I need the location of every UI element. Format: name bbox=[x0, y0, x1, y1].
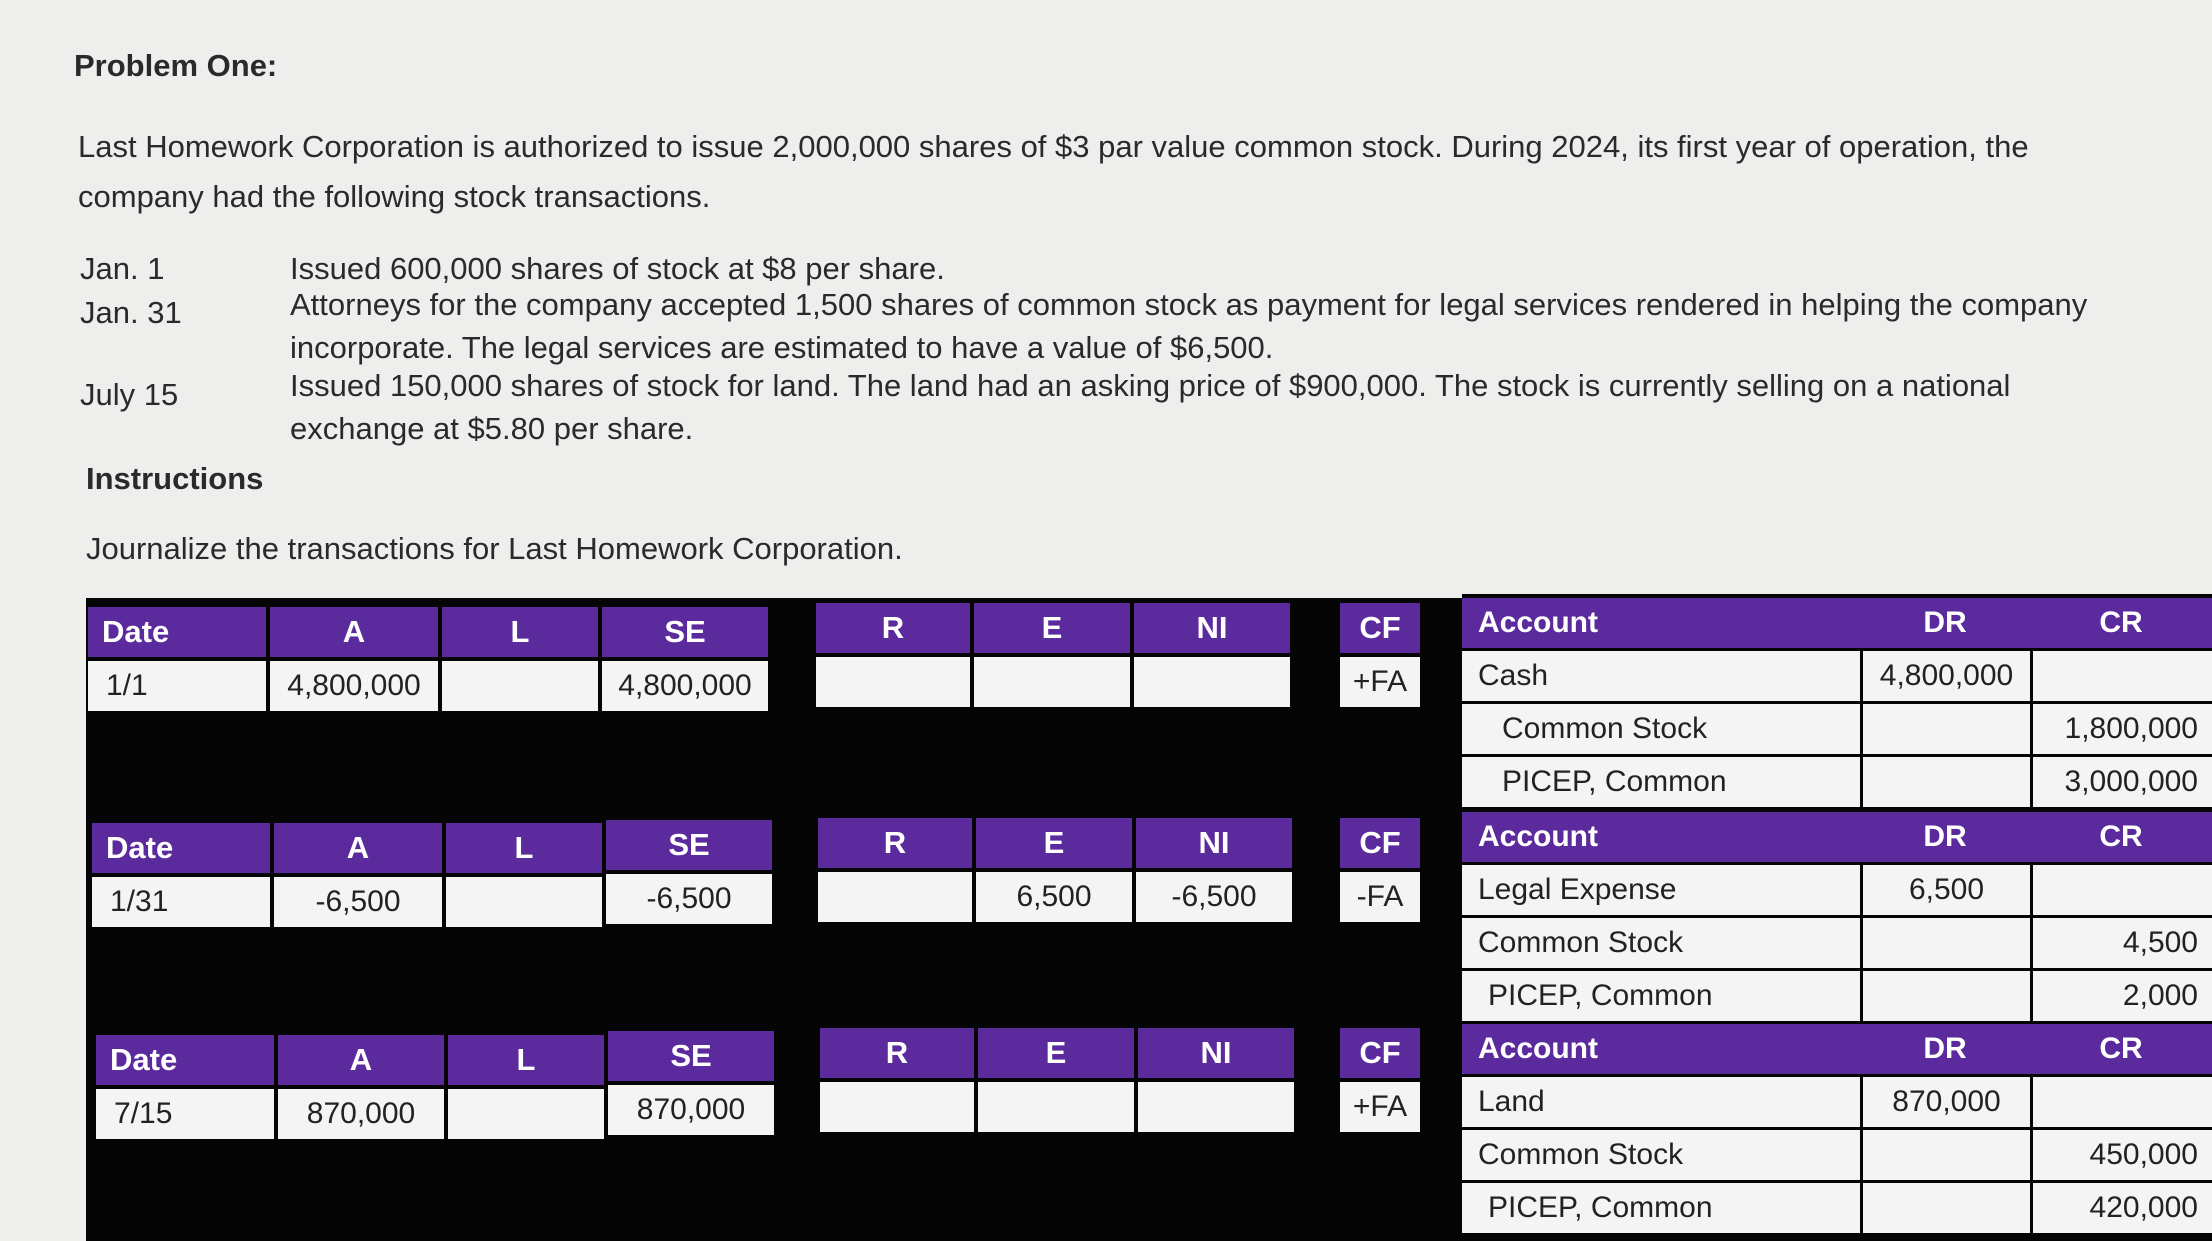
entry-date: 1/1 bbox=[88, 661, 266, 711]
expenses-value: 6,500 bbox=[976, 872, 1132, 922]
header-account: Account bbox=[1478, 820, 1598, 853]
header-liabilities: L bbox=[448, 1035, 604, 1085]
header-cash-flow: CF bbox=[1340, 1028, 1420, 1078]
debit-amount bbox=[1860, 971, 2030, 1021]
journal-line bbox=[1462, 1077, 2212, 1127]
problem-intro: Last Homework Corporation is authorized to issue 2,000,000 shares of $3 par value common stock. During 2024, its first year of operation, the company had the following stock transactions. bbox=[78, 129, 2029, 214]
header-assets: A bbox=[270, 607, 438, 657]
account-name: PICEP, Common bbox=[1488, 979, 1713, 1012]
journal-line bbox=[1462, 757, 2212, 807]
header-credit: CR bbox=[2099, 1032, 2143, 1065]
header-credit: CR bbox=[2099, 820, 2143, 853]
journal-header-row bbox=[1462, 598, 2212, 648]
transaction-date: Jan. 1 bbox=[80, 251, 165, 286]
header-equity: SE bbox=[606, 820, 772, 870]
header-expenses: E bbox=[976, 818, 1132, 868]
debit-amount: 4,800,000 bbox=[1860, 651, 2030, 701]
header-account: Account bbox=[1478, 1032, 1598, 1065]
revenue-value bbox=[816, 657, 970, 707]
net-income-value: -6,500 bbox=[1136, 872, 1292, 922]
header-assets: A bbox=[274, 823, 442, 873]
equity-value: -6,500 bbox=[606, 874, 772, 924]
header-date: Date bbox=[96, 1035, 274, 1085]
journal-line bbox=[1462, 651, 2212, 701]
liabilities-value bbox=[442, 661, 598, 711]
header-debit: DR bbox=[1923, 1032, 1967, 1065]
journal-line bbox=[1462, 918, 2212, 968]
debit-amount bbox=[1860, 918, 2030, 968]
header-cash-flow: CF bbox=[1340, 818, 1420, 868]
credit-amount bbox=[2030, 865, 2212, 915]
header-date: Date bbox=[88, 607, 266, 657]
header-account: Account bbox=[1478, 606, 1598, 639]
debit-amount: 6,500 bbox=[1860, 865, 2030, 915]
account-name: Common Stock bbox=[1478, 926, 1684, 959]
journal-line bbox=[1462, 971, 2212, 1021]
debit-amount bbox=[1860, 704, 2030, 754]
cash-flow-value: +FA bbox=[1340, 657, 1420, 707]
net-income-value bbox=[1138, 1082, 1294, 1132]
header-net-income: NI bbox=[1134, 603, 1290, 653]
journal-line bbox=[1462, 704, 2212, 754]
instructions-heading: Instructions bbox=[86, 461, 264, 496]
account-name: Legal Expense bbox=[1478, 873, 1677, 906]
debit-amount bbox=[1860, 757, 2030, 807]
account-name: PICEP, Common bbox=[1502, 765, 1727, 798]
net-income-value bbox=[1134, 657, 1290, 707]
expenses-value bbox=[974, 657, 1130, 707]
transaction-date: Jan. 31 bbox=[80, 295, 182, 330]
credit-amount: 3,000,000 bbox=[2030, 757, 2212, 807]
header-liabilities: L bbox=[442, 607, 598, 657]
journal-line bbox=[1462, 1130, 2212, 1180]
header-debit: DR bbox=[1923, 606, 1967, 639]
header-net-income: NI bbox=[1136, 818, 1292, 868]
credit-amount bbox=[2030, 1077, 2212, 1127]
entry-date: 7/15 bbox=[96, 1089, 274, 1139]
account-name: Land bbox=[1478, 1085, 1545, 1118]
header-revenue: R bbox=[816, 603, 970, 653]
assets-value: 4,800,000 bbox=[270, 661, 438, 711]
journal-line bbox=[1462, 865, 2212, 915]
transaction-date: July 15 bbox=[80, 377, 179, 412]
credit-amount: 4,500 bbox=[2030, 918, 2212, 968]
header-cash-flow: CF bbox=[1340, 603, 1420, 653]
debit-amount bbox=[1860, 1130, 2030, 1180]
debit-amount: 870,000 bbox=[1860, 1077, 2030, 1127]
transaction-text: Attorneys for the company accepted 1,500 shares of common stock as payment for legal services rendered in helping the company incorporate. The legal services are estimated to have a value of $6,500. bbox=[290, 287, 2088, 365]
expenses-value bbox=[978, 1082, 1134, 1132]
instructions-text: Journalize the transactions for Last Homework Corporation. bbox=[86, 531, 903, 566]
cash-flow-value: +FA bbox=[1340, 1082, 1420, 1132]
liabilities-value bbox=[448, 1089, 604, 1139]
header-expenses: E bbox=[974, 603, 1130, 653]
header-net-income: NI bbox=[1138, 1028, 1294, 1078]
transaction-text: Issued 600,000 shares of stock at $8 per share. bbox=[290, 251, 945, 286]
header-credit: CR bbox=[2099, 606, 2143, 639]
journal-line bbox=[1462, 1183, 2212, 1233]
header-revenue: R bbox=[818, 818, 972, 868]
credit-amount: 1,800,000 bbox=[2030, 704, 2212, 754]
credit-amount: 450,000 bbox=[2030, 1130, 2212, 1180]
transaction-text: Issued 150,000 shares of stock for land. The land had an asking price of $900,000. The stock is currently selling on a national exchange at $5.80 per share. bbox=[290, 368, 2011, 446]
cash-flow-value: -FA bbox=[1340, 872, 1420, 922]
header-equity: SE bbox=[608, 1031, 774, 1081]
account-name: Cash bbox=[1478, 659, 1549, 692]
credit-amount: 2,000 bbox=[2030, 971, 2212, 1021]
assets-value: -6,500 bbox=[274, 877, 442, 927]
revenue-value bbox=[820, 1082, 974, 1132]
liabilities-value bbox=[446, 877, 602, 927]
assets-value: 870,000 bbox=[278, 1089, 444, 1139]
journal-header-row bbox=[1462, 1024, 2212, 1074]
debit-amount bbox=[1860, 1183, 2030, 1233]
journal-header-row bbox=[1462, 812, 2212, 862]
revenue-value bbox=[818, 872, 972, 922]
entry-date: 1/31 bbox=[92, 877, 270, 927]
credit-amount bbox=[2030, 651, 2212, 701]
account-name: Common Stock bbox=[1502, 712, 1708, 745]
account-name: PICEP, Common bbox=[1488, 1191, 1713, 1224]
credit-amount: 420,000 bbox=[2030, 1183, 2212, 1233]
header-liabilities: L bbox=[446, 823, 602, 873]
header-equity: SE bbox=[602, 607, 768, 657]
header-debit: DR bbox=[1923, 820, 1967, 853]
header-assets: A bbox=[278, 1035, 444, 1085]
account-name: Common Stock bbox=[1478, 1138, 1684, 1171]
equity-value: 870,000 bbox=[608, 1085, 774, 1135]
problem-title: Problem One: bbox=[74, 48, 278, 83]
equity-value: 4,800,000 bbox=[602, 661, 768, 711]
header-expenses: E bbox=[978, 1028, 1134, 1078]
header-date: Date bbox=[92, 823, 270, 873]
header-revenue: R bbox=[820, 1028, 974, 1078]
